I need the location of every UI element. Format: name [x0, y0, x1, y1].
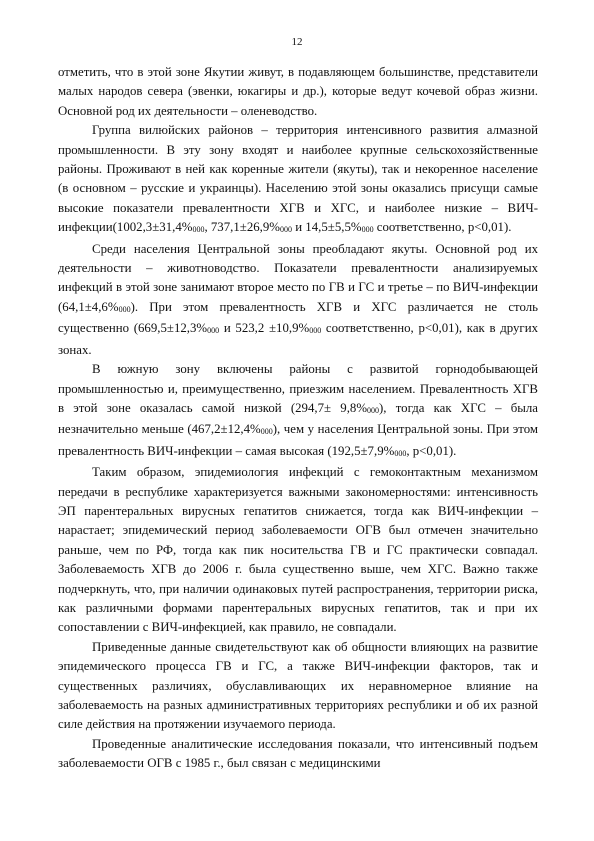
paragraph-text: ), чем у населения Центральной зоны. При этом превалентность ВИЧ-инфекции – самая высокая (192,5±7,9%	[58, 422, 539, 458]
paragraph-text: и 14,5±5,5%	[292, 220, 362, 235]
paragraph-text: Проведенные аналитические исследования показали, что интенсивный подъем заболеваемости ОГВ с 1985 г., был связан с медицинскими	[58, 736, 538, 771]
paragraph-text: соответственно, p<0,01).	[373, 220, 512, 235]
page-number: 12	[291, 36, 303, 48]
body-text	[58, 63, 538, 774]
paragraph-p2	[58, 121, 538, 239]
paragraph-p3	[58, 240, 538, 360]
per-100000-subscript: 000	[394, 448, 407, 458]
paragraph-text: , 737,1±26,9%	[204, 220, 280, 235]
paragraph-text: и 523,2 ±10,9%	[219, 321, 310, 336]
paragraph-p4	[58, 360, 538, 463]
paragraph-text: отметить, что в этой зоне Якутии живут, в подавляющем большинстве, представители малых народов севера (эвенки, юкагиры и др.), которые ведут кочевой образ жизни. Основной род их деятельности – оленеводство.	[58, 65, 538, 118]
paragraph-text: ), тогда как ХГС – была незначительно меньше (467,2±12,4%	[58, 400, 538, 437]
per-100000-subscript: 000	[367, 405, 380, 415]
paragraph-text: Среди населения Центральной зоны преобладают якуты. Основной род их деятельности – животноводство. Показатели превалентности анализируемых инфекций в этой зоне занимают второе место по ГВ и ГС и третье – по ВИЧ-инфекции (64,1±4,6%	[58, 241, 538, 314]
per-100000-subscript: 000	[118, 304, 131, 314]
paragraph-p7	[58, 735, 538, 774]
paragraph-text: ). При этом превалентность ХГВ и ХГС различается не столь существенно (669,5±12,3%	[58, 299, 538, 336]
per-100000-subscript: 000	[207, 326, 220, 336]
paragraph-text: Приведенные данные свидетельствуют как об общности влияющих на развитие эпидемического процесса ГВ и ГС, а также ВИЧ-инфекции факторов, так и существенных различиях, обуславливающих их неравномерное влияние на заболеваемость на разных административных территориях республики и об их разной силе действия на протяжении изучаемого периода.	[58, 639, 538, 732]
per-100000-subscript: 000	[361, 225, 374, 235]
paragraph-text: Таким образом, эпидемиология инфекций с гемоконтактным механизмом передачи в республике характеризуется важными закономерностями: интенсивность ЭП парентеральных вирусных гепатитов снижается, тогда как ВИЧ-инфекции – нарастает; эпидемический период заболеваемости ОГВ был отмечен значительно раньше, чем по РФ, тогда как пик носительства ГВ и ГС практически совпадал. Заболеваемость ХГВ до 2006 г. была существенно выше, чем ХГС. Важно также подчеркнуть, что, при наличии одинаковых путей распространения, территории риска, как различными формами парентеральных вирусных гепатитов, так и при их сопоставлении с ВИЧ-инфекцией, как правило, не совпадали.	[58, 465, 538, 635]
paragraph-p1	[58, 63, 538, 121]
paragraph-p6	[58, 638, 538, 735]
per-100000-subscript: 000	[192, 225, 205, 235]
paragraph-text: Группа вилюйских районов – территория интенсивного развития алмазной промышленности. В эту зону входят и наиболее крупные сельскохозяйственные районы. Проживают в ней как коренные жители (якуты), так и некоренное население (в основном – русские и украинцы). Населению этой зоны оказались присущи самые высокие показатели превалентности ХГВ и ХГС, и наиболее низкие – ВИЧ-инфекции(1002,3±31,4%	[58, 123, 538, 235]
per-100000-subscript: 000	[280, 225, 292, 235]
paragraph-p5	[58, 463, 538, 638]
paragraph-text: В южную зону включены районы с развитой горнодобывающей промышленностью и, преимущественно, приезжим населением. Превалентность ХГВ в этой зоне оказалась самой низкой (294,7± 9,8%	[58, 362, 538, 415]
paragraph-text: соответственно, p<0,01), как в других зонах.	[58, 321, 538, 357]
per-100000-subscript: 000	[309, 326, 322, 336]
per-100000-subscript: 000	[260, 427, 273, 437]
paragraph-text: , p<0,01).	[406, 443, 457, 458]
